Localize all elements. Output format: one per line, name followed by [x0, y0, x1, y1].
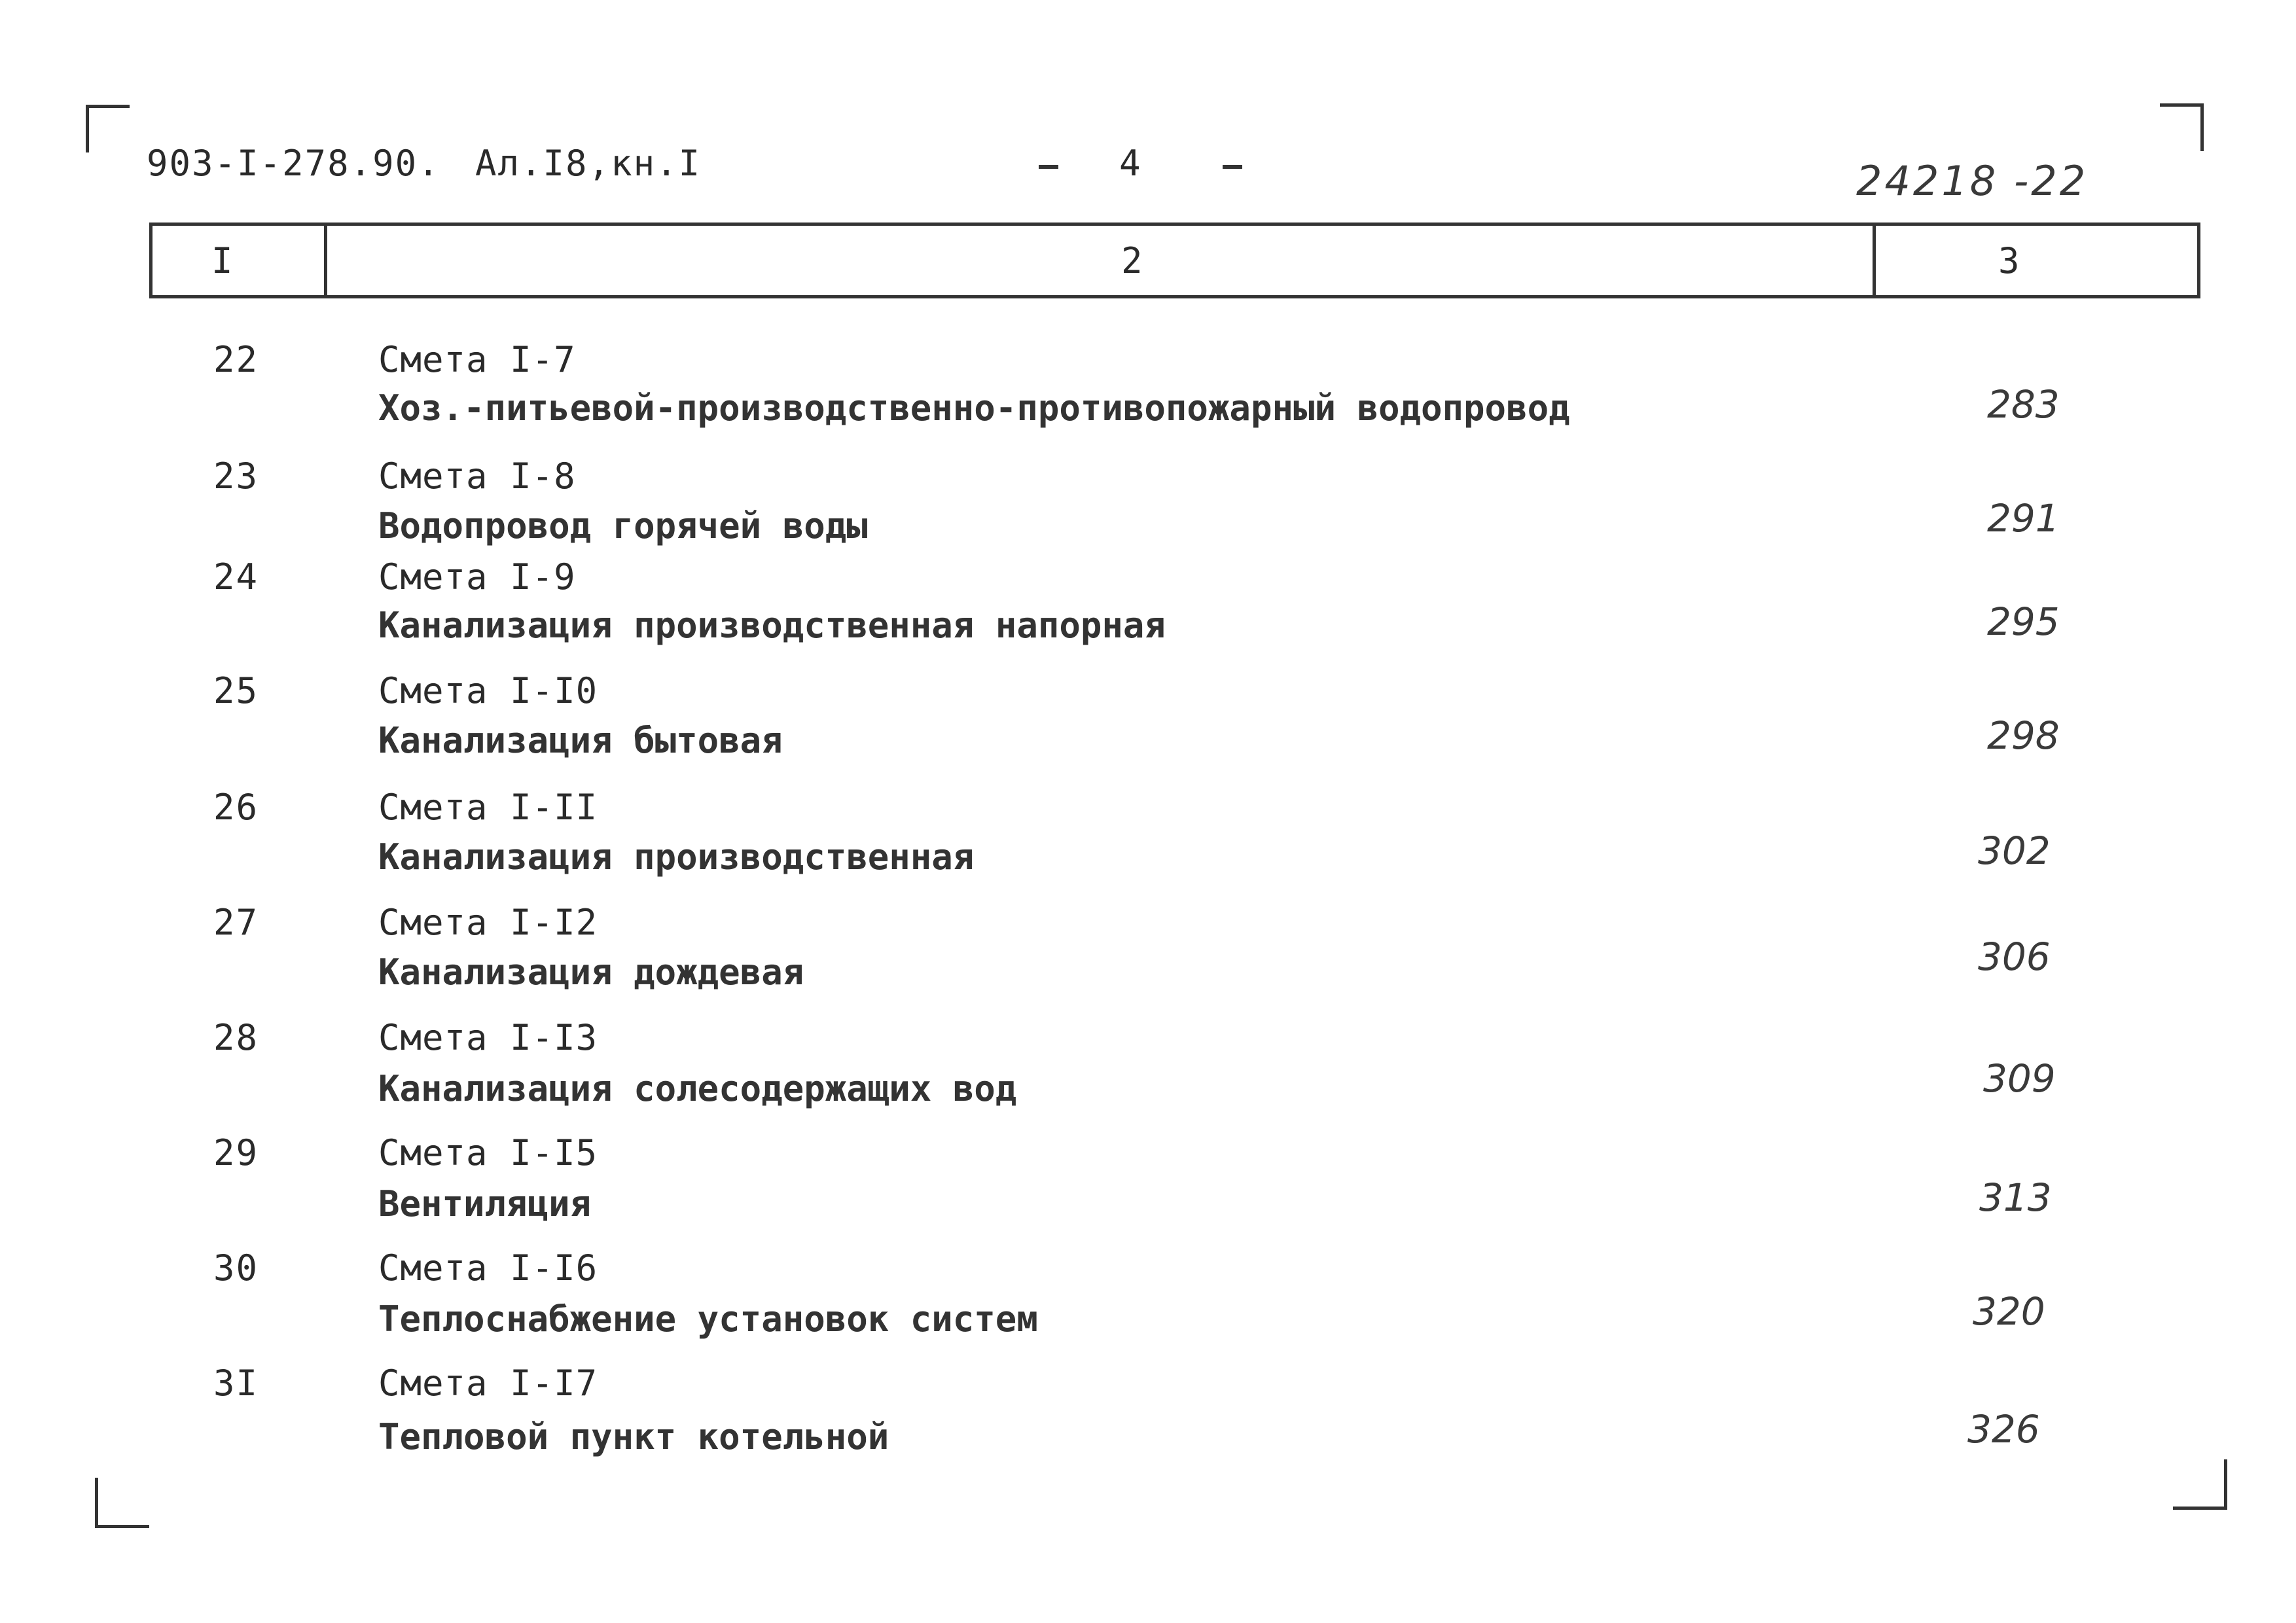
column-header-2: 2 — [1121, 240, 1143, 281]
row-number: 24 — [213, 556, 259, 597]
row-description: Вентиляция — [378, 1183, 592, 1224]
document-code: 903-I-278.90. — [147, 143, 440, 184]
corner-mark-top-right — [2160, 103, 2204, 151]
row-number: 30 — [213, 1247, 259, 1289]
row-number: 25 — [213, 670, 259, 711]
row-description: Теплоснабжение установок систем — [378, 1298, 1038, 1340]
row-page: 295 — [1987, 599, 2060, 644]
page-dash-left — [1039, 165, 1058, 169]
column-header-1: I — [211, 240, 233, 281]
row-page: 306 — [1978, 935, 2051, 979]
corner-mark-top-left — [86, 105, 130, 152]
row-title: Смета I-8 — [378, 455, 576, 497]
row-page: 326 — [1967, 1407, 2040, 1452]
row-title: Смета I-I3 — [378, 1017, 598, 1058]
page-dash-right — [1223, 165, 1242, 169]
column-divider — [1873, 226, 1876, 295]
row-page: 291 — [1987, 496, 2060, 541]
row-title: Смета I-I5 — [378, 1132, 598, 1173]
row-page: 313 — [1979, 1175, 2052, 1220]
row-description: Водопровод горячей воды — [378, 505, 868, 546]
row-page: 283 — [1987, 382, 2060, 427]
row-description: Хоз.-питьевой-производственно-противопожарный водопровод — [378, 387, 1570, 429]
column-divider — [324, 226, 327, 295]
row-description: Канализация производственная — [378, 836, 975, 878]
row-page: 298 — [1987, 713, 2060, 758]
row-title: Смета I-I6 — [378, 1247, 598, 1289]
row-title: Смета I-I2 — [378, 902, 598, 943]
album-reference: Ал.I8,кн.I — [475, 143, 702, 184]
row-title: Смета I-I7 — [378, 1363, 598, 1404]
row-description: Канализация производственная напорная — [378, 605, 1166, 646]
corner-mark-bottom-right — [2173, 1459, 2227, 1510]
row-page: 309 — [1983, 1056, 2056, 1101]
row-description: Канализация солесодержащих вод — [378, 1068, 1017, 1109]
row-number: 26 — [213, 787, 259, 828]
row-number: 3I — [213, 1363, 259, 1404]
page-number: 4 — [1119, 143, 1141, 184]
row-description: Канализация бытовая — [378, 720, 783, 761]
row-number: 29 — [213, 1132, 259, 1173]
row-description: Канализация дождевая — [378, 952, 804, 993]
row-description: Тепловой пункт котельной — [378, 1416, 889, 1457]
row-title: Смета I-I0 — [378, 670, 598, 711]
row-number: 28 — [213, 1017, 259, 1058]
row-number: 22 — [213, 339, 259, 380]
column-header-3: 3 — [1998, 240, 2020, 281]
inventory-number: 24218 -22 — [1856, 157, 2089, 205]
row-title: Смета I-9 — [378, 556, 576, 597]
corner-mark-bottom-left — [95, 1478, 149, 1528]
row-title: Смета I-II — [378, 787, 598, 828]
row-number: 23 — [213, 455, 259, 497]
row-title: Смета I-7 — [378, 339, 576, 380]
row-page: 302 — [1978, 829, 2051, 873]
table-header — [149, 223, 2200, 298]
row-page: 320 — [1973, 1289, 2045, 1334]
row-number: 27 — [213, 902, 259, 943]
